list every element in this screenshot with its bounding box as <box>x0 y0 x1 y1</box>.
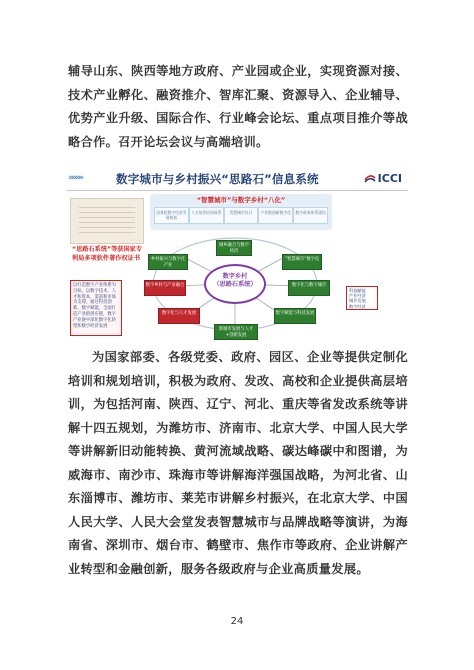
side-note-line: 科技赋能 <box>349 288 366 293</box>
industry-note-text: 以打造数字产业体系为目标，以数字技术、人才和资本、渠道和市场为支撑，通过科技创新、数字赋能，全面打造产业链供应链，数字产业链中深化数字化转型和数字经济发展 <box>73 283 116 329</box>
band-cell: 国务院数字经济发展规划 <box>154 207 189 224</box>
logo-text: ICCI <box>377 172 402 185</box>
body-paragraph-2: 为国家部委、各级党委、政府、园区、企业等提供定制化培训和规划培训，积极为政府、发改、高校和企业提供高层培训，为包括河南、陕西、辽宁、河北、重庆等省发改系统等讲解十四五规划，为潍坊市、济南市、北京大学、中国人民大学等讲解新旧动能转换、黄河流域战略、碳达峰碳中和图谱，为威海市、南沙市、珠海市等讲解海洋强国战略，为河北省、山东淄博市、潍坊市、莱芜市讲解乡村振兴，在北京大学、中国人民大学、人民大会堂发表智慧城市与品牌战略等演讲，为海南省、深圳市、烟台市、鹤壁市、焦作市等政府、企业讲解产业转型和金融创新，服务各级政府与企业高质量发展。 <box>68 350 408 576</box>
body-paragraph-1: 辅导山东、陕西等地方政府、产业园或企业，实现资源对接、技术产业孵化、融资推介、智库汇聚、资源导入、企业辅导、优势产业升级、国际合作、行业峰会论坛、重点项目推介等战略合作。召开论坛会议与高端培训。 <box>68 64 408 149</box>
node-left: 数字乡村与产业融合 <box>144 280 186 296</box>
side-note-line: 产业经济 <box>349 293 366 299</box>
arrows-decoration: »»»» <box>68 173 83 183</box>
connector-lines <box>66 168 408 346</box>
side-note-box <box>346 286 378 310</box>
node-bottom: 新城市发展与人才+创新发展 <box>214 324 258 340</box>
band-cell: 数字政务体系建设 <box>293 207 328 224</box>
page-number: 24 <box>230 616 244 627</box>
center-circle <box>204 264 266 304</box>
node-right: 数字化与数字城市 <box>288 280 330 296</box>
side-note-line: 城乡发展 <box>349 298 366 304</box>
node-upper-right: “智慧城市”数字化 <box>282 254 322 270</box>
band-cell: 产业链创新数字化 <box>258 207 293 224</box>
center-text-line-2: （思路石系统） <box>213 281 257 288</box>
band-cell: 人才培养培训体系 <box>189 207 224 224</box>
node-upper-left: 乡村振兴与数字化产业 <box>148 254 188 270</box>
node-lower-right: 数字赋能与科技发展 <box>274 308 316 324</box>
system-figure <box>66 168 408 346</box>
center-text-line-1: 数字乡村 <box>222 273 248 280</box>
band-cell: 智慧城市设计 <box>224 207 259 224</box>
certificate-caption: “思路石系统”等获国家专利局多项软件著作权证书 <box>72 246 143 262</box>
figure-title: 数字城市与乡村振兴“思路石”信息系统 <box>116 172 319 186</box>
band-title: “智慧城市”与数字乡村“八化” <box>196 196 286 204</box>
side-note-line: 数字经济 <box>349 303 366 309</box>
node-top: 城乡融合与数字经济 <box>216 240 252 256</box>
node-lower-left: 数字化与人才发展 <box>158 308 200 324</box>
